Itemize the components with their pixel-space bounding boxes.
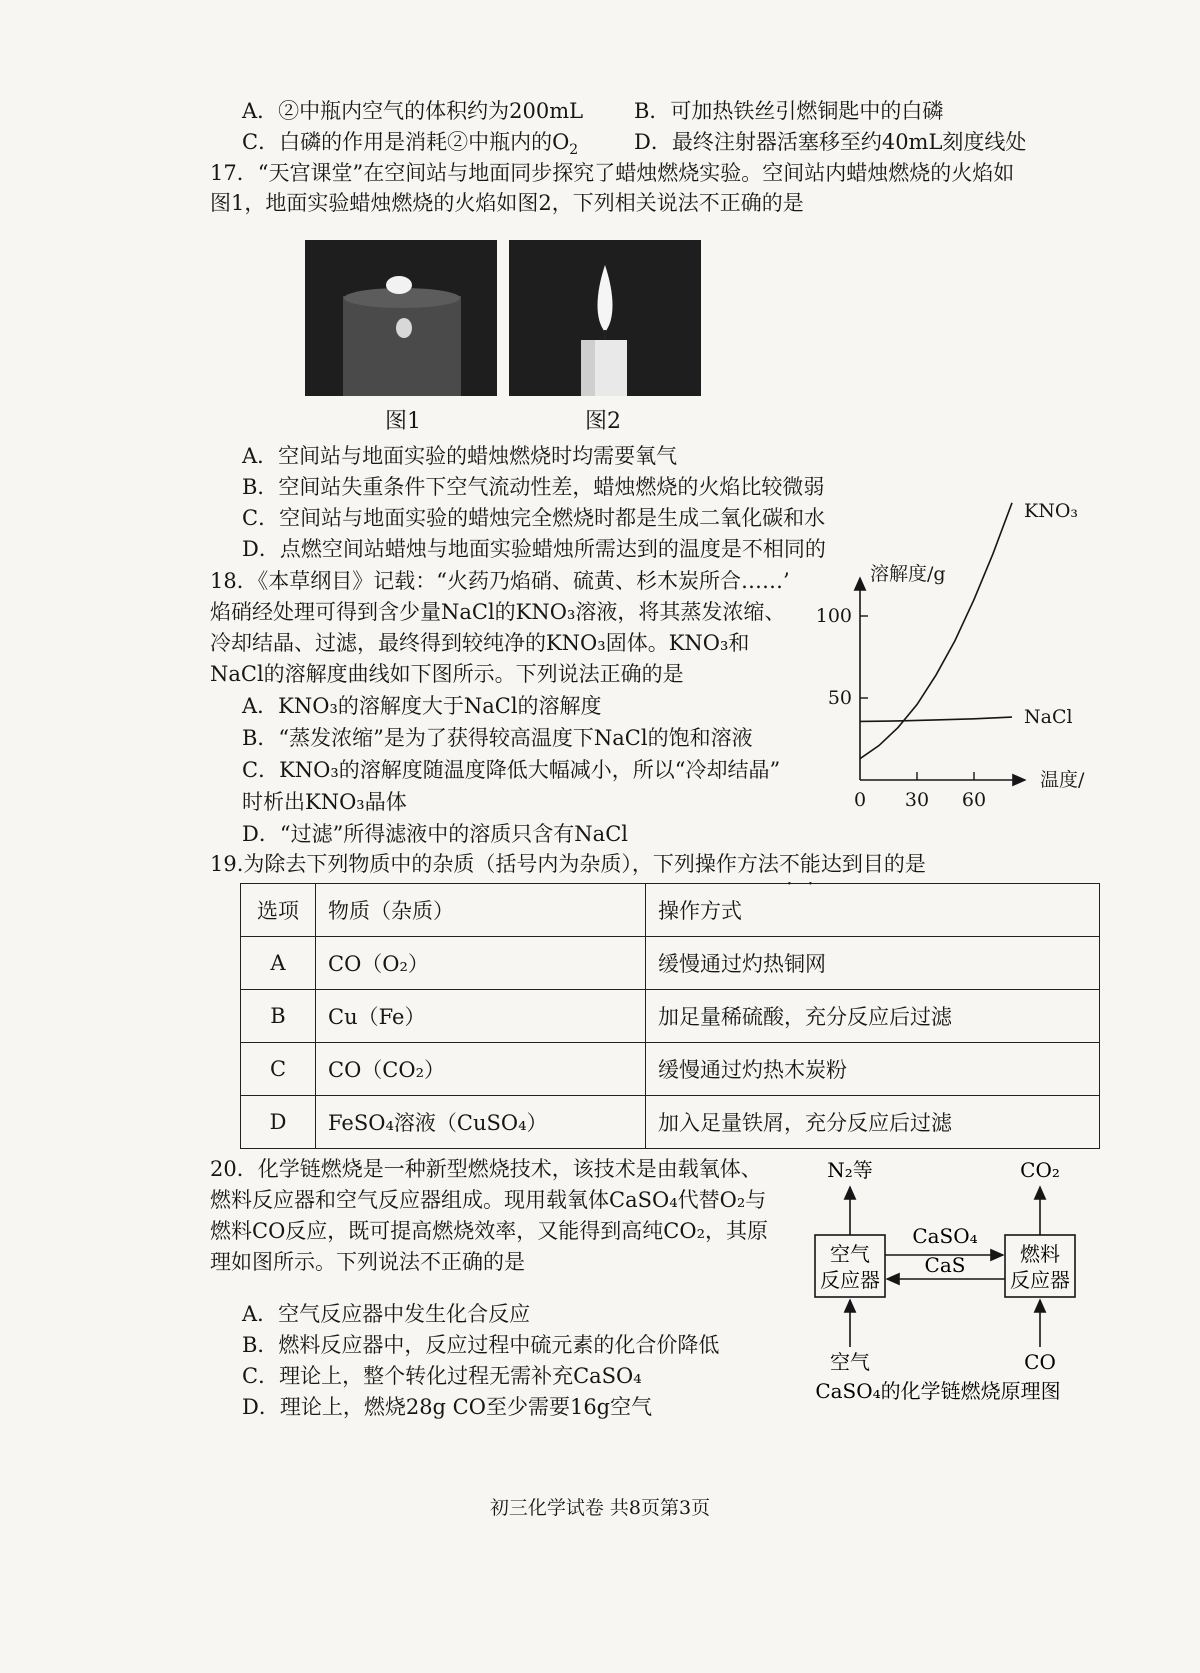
q18-stem-line3: 冷却结晶、过滤，最终得到较纯净的KNO₃固体。KNO₃和 [210, 631, 750, 655]
q17-option-a: A．空间站与地面实验的蜡烛燃烧时均需要氧气 [242, 444, 678, 468]
q18-option-a: A．KNO₃的溶解度大于NaCl的溶解度 [242, 694, 602, 718]
q19-stem-pre: 19.为除去下列物质中的杂质（括号内为杂质），下列操作方法 [210, 852, 779, 876]
q17-option-c: C．空间站与地面实验的蜡烛完全燃烧时都是生成二氧化碳和水 [242, 506, 826, 530]
q20-option-c: C．理论上，整个转化过程无需补充CaSO₄ [242, 1364, 642, 1388]
figure1-caption: 图1 [385, 409, 421, 434]
table-cell: A [241, 937, 316, 990]
table-cell: 缓慢通过灼热铜网 [646, 937, 1100, 990]
x-tick-label: 0 [853, 789, 867, 811]
q18-option-b: B．“蒸发浓缩”是为了获得较高温度下NaCl的饱和溶液 [242, 726, 753, 750]
q19-stem [210, 851, 926, 877]
q18-stem-line2: 焰硝经处理可得到含少量NaCl的KNO₃溶液，将其蒸发浓缩、 [210, 600, 786, 624]
q19-emphasis-can: 能 [799, 852, 821, 876]
q17-stem-line2: 图1，地面实验蜡烛燃烧的火焰如图2，下列相关说法不正确的是 [210, 191, 804, 215]
q18-stem-line4: NaCl的溶解度曲线如下图所示。下列说法正确的是 [210, 662, 684, 686]
series-line-nacl [860, 717, 1012, 721]
q20-stem-line1: 20．化学链燃烧是一种新型燃烧技术，该技术是由载氧体、 [210, 1157, 762, 1181]
q17-stem-line1: 17．“天宫课堂”在空间站与地面同步探究了蜡烛燃烧实验。空间站内蜡烛燃烧的火焰如 [210, 161, 1015, 185]
table-cell: C [241, 1043, 316, 1096]
y-axis-label: 溶解度/g [870, 563, 946, 585]
q16-option-c [242, 129, 578, 163]
table-row [241, 1043, 1100, 1096]
co-in-label: CO [1024, 1350, 1056, 1374]
q20-option-a: A．空气反应器中发生化合反应 [242, 1302, 531, 1326]
table-header-cell: 选项 [241, 884, 316, 937]
figure2-svg [509, 240, 701, 396]
table-row [241, 990, 1100, 1043]
table-header-row [241, 884, 1100, 937]
table-row [241, 937, 1100, 990]
series-label: KNO₃ [1024, 499, 1079, 522]
y-tick-label: 50 [827, 687, 852, 709]
arrow-caso4-label: CaSO₄ [912, 1224, 978, 1248]
table-cell: 加入足量铁屑，充分反应后过滤 [646, 1096, 1100, 1149]
q18-option-d: D．“过滤”所得滤液中的溶质只含有NaCl [242, 822, 628, 846]
q16-option-c-text: C．白磷的作用是消耗②中瓶内的O [242, 130, 570, 154]
q16-option-d: D．最终注射器活塞移至约40mL刻度线处 [634, 130, 1027, 154]
q16-option-c-sub: 2 [569, 142, 579, 159]
fuel-reactor-label-1: 燃料 [1020, 1242, 1060, 1266]
q19-table [240, 883, 1100, 1149]
diagram-caption: CaSO₄的化学链燃烧原理图 [815, 1379, 1061, 1403]
series-label: NaCl [1024, 706, 1073, 729]
table-header-cell: 物质（杂质） [316, 884, 646, 937]
q20-stem-line3: 燃料CO反应，既可提高燃烧效率，又能得到高纯CO₂，其原 [210, 1219, 768, 1243]
figure1-candle-photo [305, 240, 497, 396]
table-cell: 加足量稀硫酸，充分反应后过滤 [646, 990, 1100, 1043]
figure1-svg [305, 240, 497, 396]
table-cell: FeSO₄溶液（CuSO₄） [316, 1096, 646, 1149]
x-axis-label: 温度/ [1040, 769, 1085, 791]
q18-option-c-cont: 时析出KNO₃晶体 [242, 790, 407, 814]
table-cell: 缓慢通过灼热木炭粉 [646, 1043, 1100, 1096]
table-cell: CO（CO₂） [316, 1043, 646, 1096]
air-reactor-label-2: 反应器 [820, 1268, 880, 1292]
q20-stem-line2: 燃料反应器和空气反应器组成。现用载氧体CaSO₄代替O₂与 [210, 1188, 767, 1212]
q19-stem-post: 达到目的是 [820, 852, 926, 876]
q19-emphasis-not: 不 [778, 852, 800, 876]
y-tick-label: 100 [815, 605, 852, 627]
n2-label: N₂等 [827, 1158, 873, 1182]
table-row [241, 1096, 1100, 1149]
chemical-looping-diagram [800, 1155, 1100, 1405]
q17-option-d: D．点燃空间站蜡烛与地面实验蜡烛所需达到的温度是不相同的 [242, 537, 826, 561]
table-cell: Cu（Fe） [316, 990, 646, 1043]
table-header-cell: 操作方式 [646, 884, 1100, 937]
q20-option-d: D．理论上，燃烧28g CO至少需要16g空气 [242, 1395, 653, 1419]
q18-option-c: C．KNO₃的溶解度随温度降低大幅减小，所以“冷却结晶” [242, 758, 781, 782]
page-footer: 初三化学试卷 共8页第3页 [489, 1497, 711, 1519]
fuel-reactor-label-2: 反应器 [1010, 1268, 1070, 1292]
air-reactor-label-1: 空气 [830, 1242, 870, 1266]
figure2-caption: 图2 [585, 409, 621, 434]
q18-stem-line1: 18．《本草纲目》记载：“火药乃焰硝、硫黄、杉木炭所合……’ [210, 569, 790, 593]
q20-option-b: B．燃料反应器中，反应过程中硫元素的化合价降低 [242, 1333, 720, 1357]
q16-option-a: A．②中瓶内空气的体积约为200mL [242, 99, 584, 123]
solubility-chart [810, 499, 1110, 830]
x-tick-label: 60 [961, 789, 987, 811]
table-cell: CO（O₂） [316, 937, 646, 990]
air-in-label: 空气 [830, 1350, 870, 1374]
q20-stem-line4: 理如图所示。下列说法不正确的是 [210, 1250, 525, 1274]
arrow-cas-label: CaS [924, 1253, 966, 1277]
q17-option-b: B．空间站失重条件下空气流动性差，蜡烛燃烧的火焰比较微弱 [242, 475, 825, 499]
table-cell: D [241, 1096, 316, 1149]
q16-option-b: B．可加热铁丝引燃铜匙中的白磷 [634, 99, 944, 123]
co2-label: CO₂ [1020, 1158, 1060, 1182]
table-cell: B [241, 990, 316, 1043]
x-tick-label: 30 [904, 789, 930, 811]
figure2-candle-photo [509, 240, 701, 396]
